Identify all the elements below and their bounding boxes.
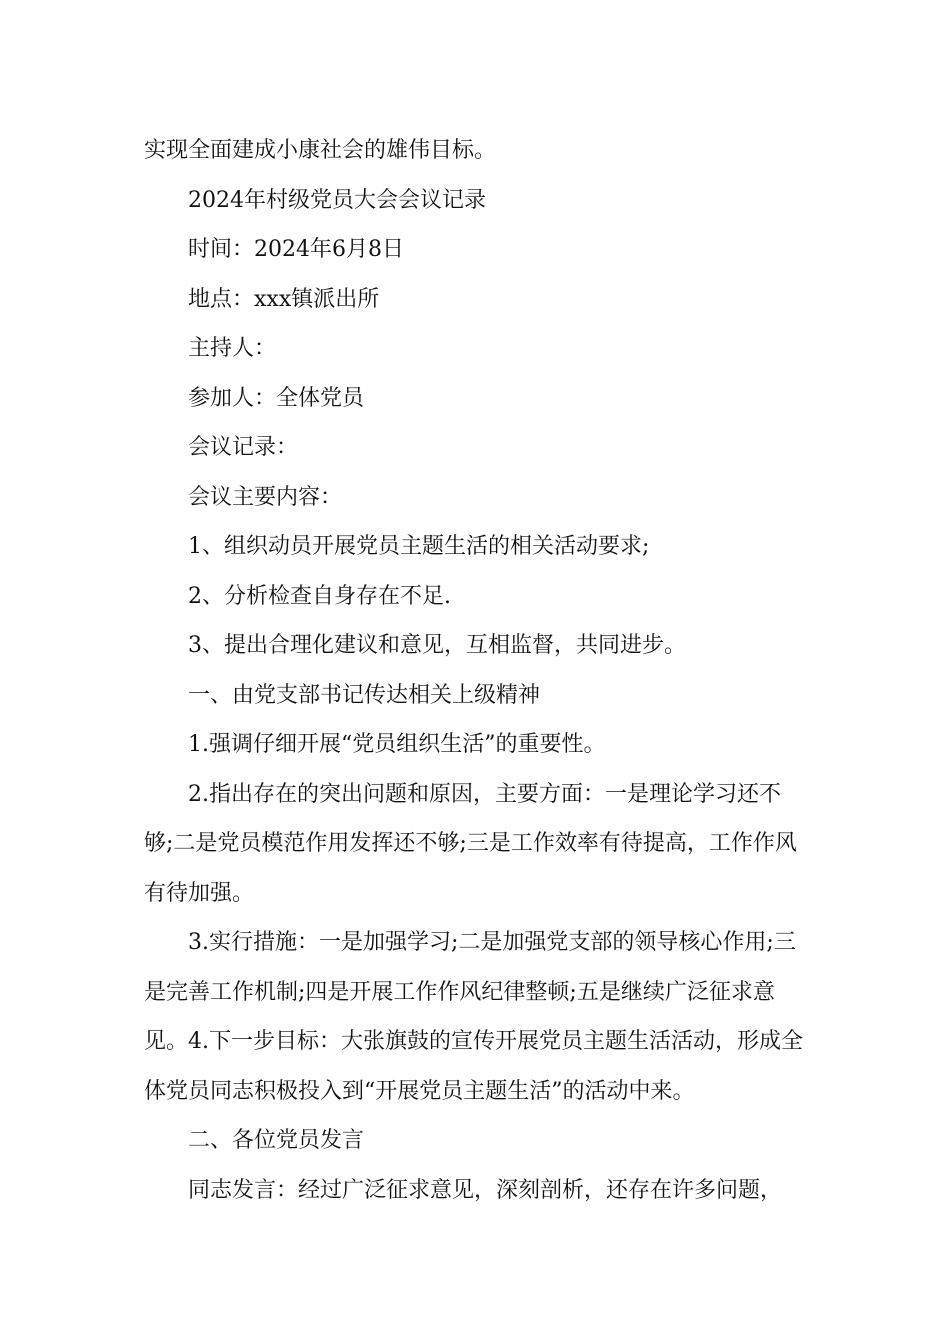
section-one-point-3-4: 3.实行措施：一是加强学习;二是加强党支部的领导核心作用;三是完善工作机制;四是开展工作作风纪律整顿;五是继续广泛征求意见。4.下一步目标：大张旗鼓的宣传开展党员主题生活活动，形成全体党员同志积极投入到“开展党员主题生活”的活动中来。 [144,930,803,1104]
meeting-record-title: 2024年村级党员大会会议记录 [188,187,486,213]
content-item-1: 1、组织动员开展党员主题生活的相关活动要求; [188,534,650,559]
paragraph-continuation: 实现全面建成小康社会的雄伟目标。 [144,138,497,163]
document-body [144,126,810,1215]
content-item-2: 2、分析检查自身存在不足. [188,583,451,609]
content-item-3: 3、提出合理化建议和意见，互相监督，共同进步。 [188,633,686,658]
section-one-point-2: 2.指出存在的突出问题和原因，主要方面：一是理论学习还不够;二是党员模范作用发挥还不够;三是工作效率有待提高，工作作风有待加强。 [144,781,797,906]
section-one-point-1: 1.强调仔细开展“党员组织生活”的重要性。 [188,732,606,757]
meeting-attendees: 参加人：全体党员 [188,385,365,411]
meeting-notes-label: 会议记录： [188,435,299,460]
comrade-speech-paragraph: 同志发言：经过广泛征求意见，深刻剖析，还存在许多问题， [188,1177,783,1203]
section-heading-one: 一、由党支部书记传达相关上级精神 [188,682,541,708]
section-heading-two: 二、各位党员发言 [188,1128,365,1153]
meeting-host: 主持人： [188,336,277,361]
meeting-location: 地点：xxx镇派出所 [188,286,380,312]
meeting-main-content-label: 会议主要内容： [188,484,343,510]
meeting-time: 时间：2024年6月8日 [188,237,404,262]
